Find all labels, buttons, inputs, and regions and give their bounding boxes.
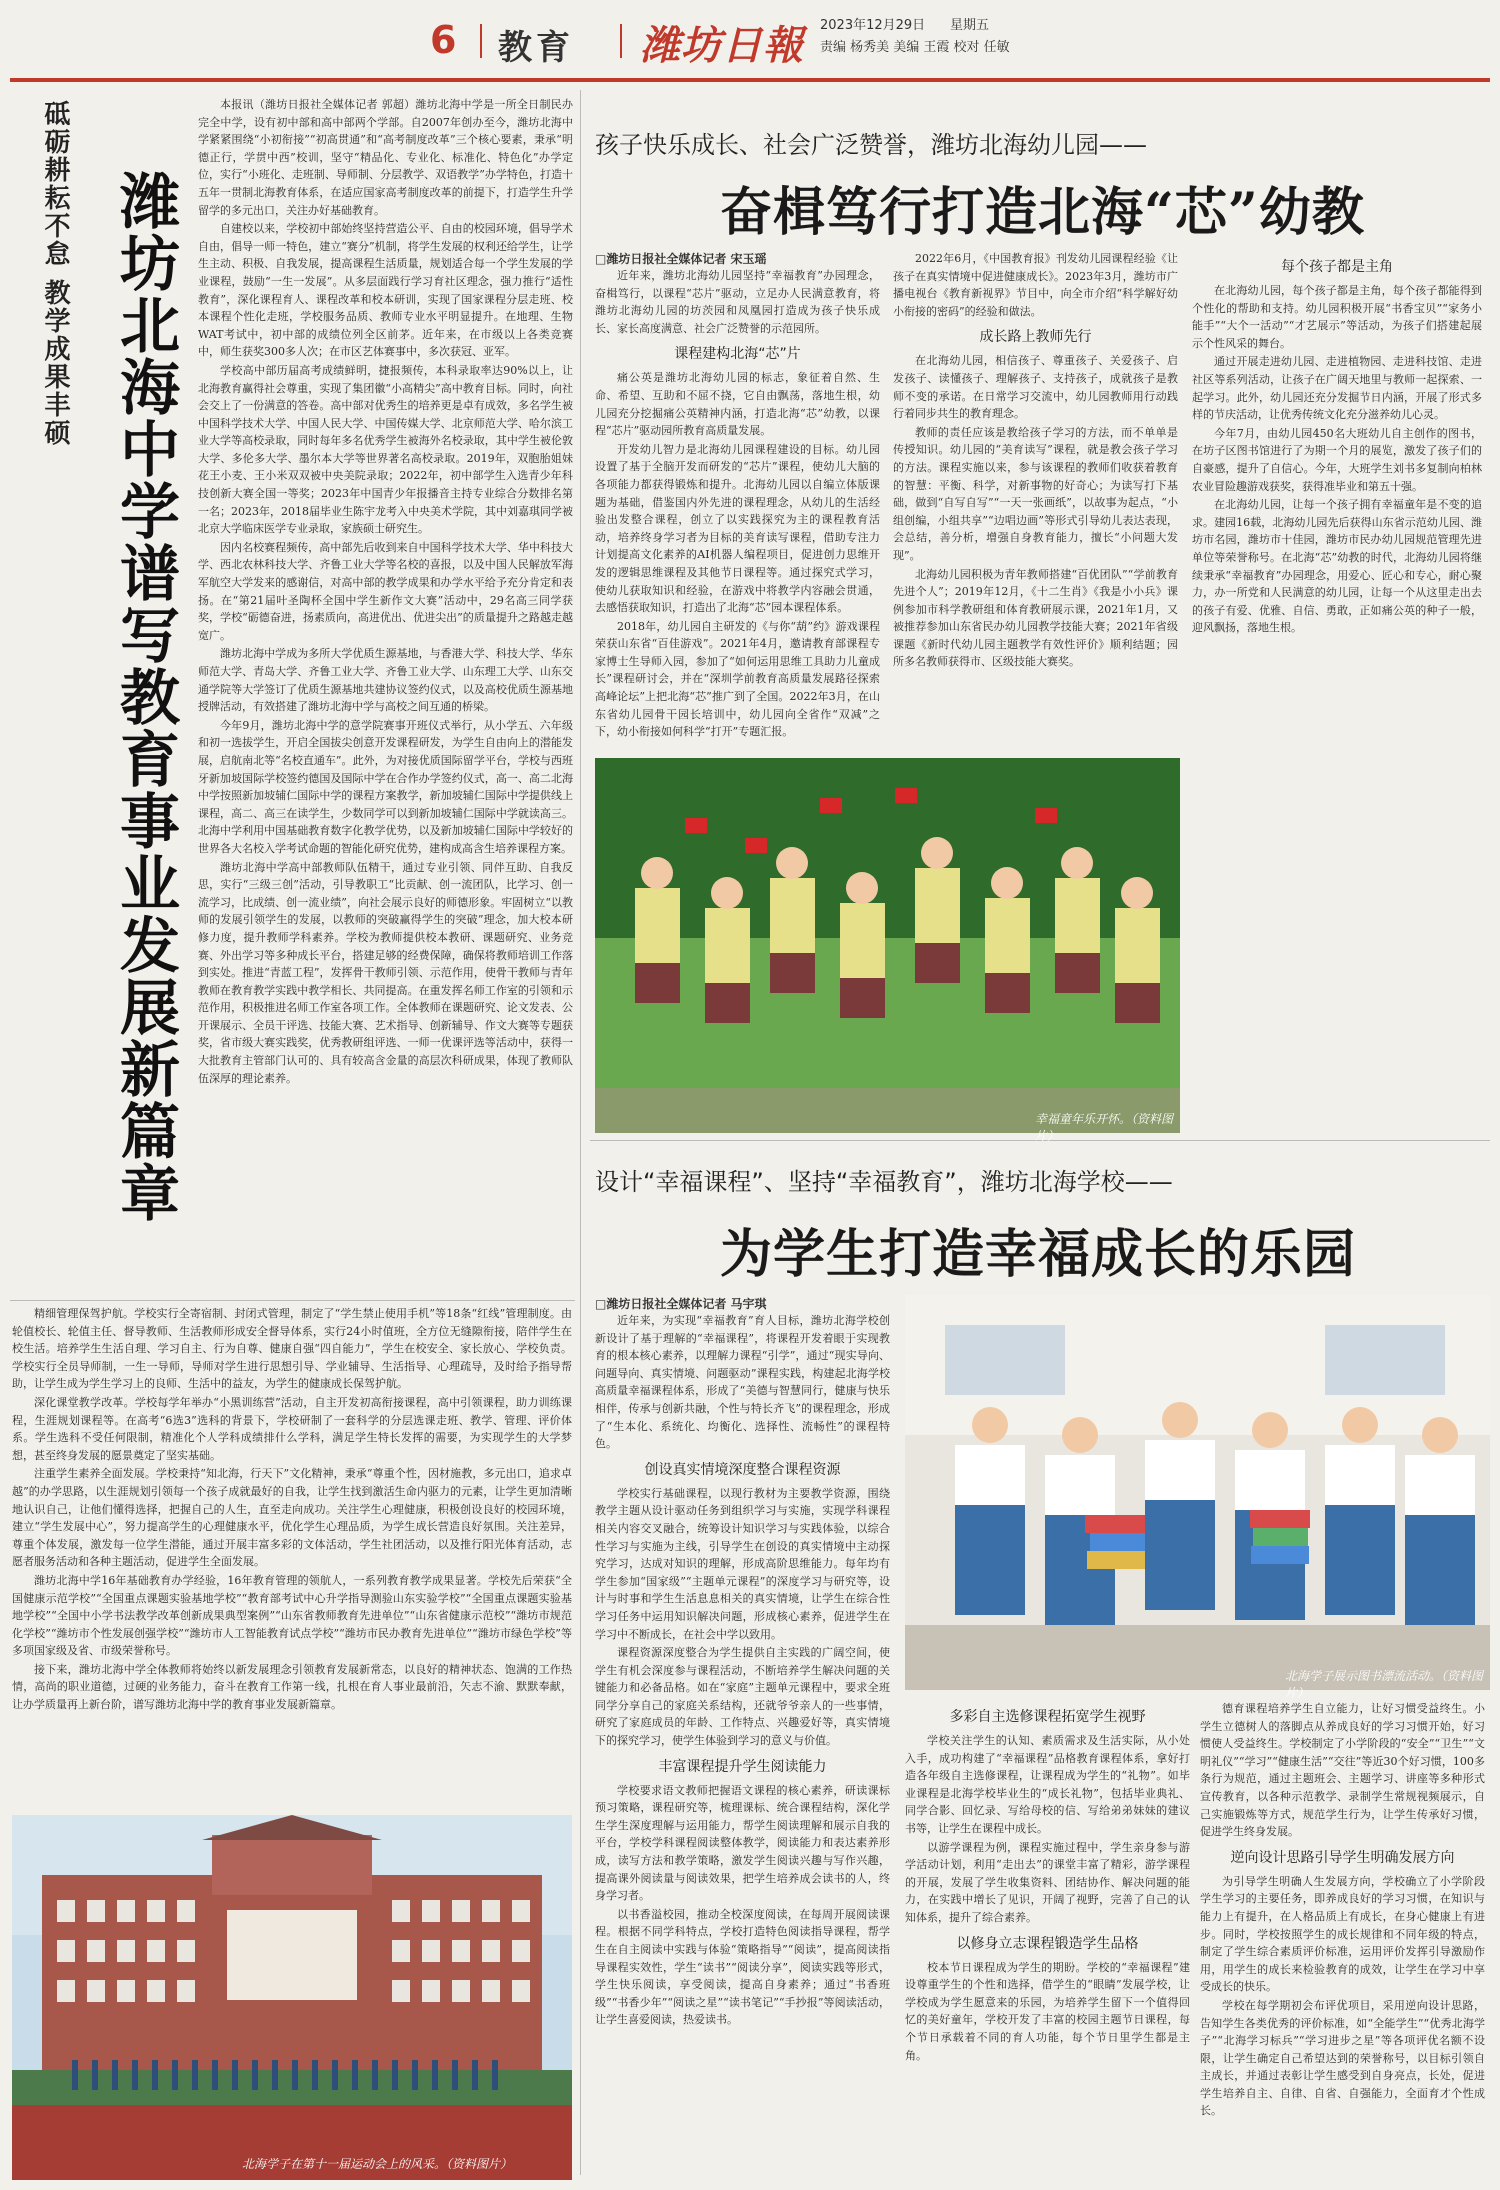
paragraph: 2018年，幼儿园自主研发的《与你“葫”约》游戏课程荣获山东省“百佳游戏”。2021年4月，邀请教育部课程专家博士生导师入园，参加了“如何运用思维工具助力儿童成长”课程研讨会，并在“深圳学前教育高质量发展路径探索高峰论坛”上把北海“芯”推广到了全国。2022年3月，在山东省幼儿园骨干园长培训中，幼儿园向全省作“双减”之下，幼小衔接如何科学“打开”专题汇报。 — [595, 619, 880, 739]
kindergarten-photo — [595, 758, 1180, 1143]
divider — [480, 24, 482, 58]
paragraph: 潍坊北海中学高中部教师队伍精干，通过专业引领、同伴互助、自我反思，实行“三级三创”活动，引导教职工“比贡献、创一流团队，比学习、创一流学习，比成绩、创一流业绩”，向社会展示良好的师德形象。牢固树立“以教师的发展引领学生的发展，以教师的突破赢得学生的突破”理念，加大校本研修力度，提升教师学科素养。学校为教师提供校本教研、课题研究、业务竞赛、外出学习等多种成长平台，搭建足够的经费保障，确保将教师培训工作落到实处。推进“青蓝工程”，发挥骨干教师引领、示范作用，使骨干教师与青年教师在教育教学实践中教学相长、共同提高。在重发挥名师工作室的引领和示范作用，积极推进名师工作室各项工作。全体教师在课题研究、论文发表、公开课展示、全员干评选、技能大赛、艺术指导、创新辅导、作文大赛等专题获奖，省市级大赛实践奖，优秀教研组评选、一师一优课评选等活动中，获得一大批教育主管部门认可的、具有较高含金量的高层次科研成果，体现了教师队伍深厚的理论素养。 — [198, 860, 573, 1085]
paragraph: 北海幼儿园积极为青年教师搭建“百优团队”“学前教育先进个人”；2019年12月，《十二生肖》《我是小小兵》课例参加市科学教研组和体育教研展示课，2021年1月，又被推荐参加山东省民办幼儿园教学技能大赛；2021年省级课题《新时代幼儿园主题教学有效性评价》顺利结题；园所多名教师获得市、区级技能大赛奖。 — [893, 567, 1178, 669]
kindergarten-column-1 — [595, 250, 880, 750]
kindergarten-title: 奋楫笃行打造北海“芯”幼教 — [720, 182, 1365, 243]
staff-credits: 责编 杨秀美 美编 王霞 校对 任敏 — [820, 40, 1010, 55]
school-subhead-2: 丰富课程提升学生阅读能力 — [658, 1758, 827, 1775]
school-title: 为学生打造幸福成长的乐园 — [720, 1224, 1357, 1285]
paragraph: 本报讯（潍坊日报社全媒体记者 郭超）潍坊北海中学是一所全日制民办完全中学，设有初中部和高中部两个学部。自2007年创办至今，潍坊北海中学紧紧围绕“小初衔接”“初高贯通”和“高考制度改革”三个核心要素，秉承“明德正行，学贯中西”校训，坚守“精品化、专业化、标准化、特色化”办学定位，实行“小班化、走班制、导师制、分层教学、双语教学”办学特色，打造十五年一贯制北海教育体系，在适应国家高考制度改革的前提下，打造学生升学留学的多元出口，关注办好基础教育。 — [198, 98, 573, 217]
paragraph: 学校关注学生的认知、素质需求及生活实际，从小处入手，成功构建了“幸福课程”品格教育课程体系，拿好打造各年级自主选修课程，让课程成为学生的“礼物”。如毕业课程是北海学校毕业生的“成长礼物”，包括毕业典礼、同学合影、回忆录、写给母校的信、写给弟弟妹妹的建议书等，让学生在课程中成长。 — [905, 1734, 1190, 1835]
paper-logo: 潍坊日報 — [640, 22, 804, 69]
kindergarten-subhead-2: 成长路上教师先行 — [979, 329, 1092, 346]
paragraph: 学校实行基础课程，以现行教材为主要教学资源，围绕教学主题从设计驱动任务到组织学习与实施，实现学科课程相关内容交叉融合，统筹设计知识学习与实践体验，以综合性学习与实施为主线，引导学生在创设的真实情境中主动探究学习，达成对知识的理解，形成高阶思维能力。每年均有学生参加“国家级”“主题单元课程”的深度学习与研究等，设计与时事和学生生活息息相关的真实情境，让学生在综合性学习任务中运用知识解决问题，形成核心素养，促进学生在学习中不断成长，在社会中学以致用。 — [595, 1486, 890, 1641]
page-number: 6 — [430, 18, 457, 62]
children-jumping-image — [595, 758, 1180, 1133]
paragraph: 学校要求语文教师把握语文课程的核心素养，研读课标预习策略，课程研究等，梳理课标、统合课程结构，深化学生学生深度理解与运用能力，帮学生阅读理解和展示自我的平台，学校学科课程阅读整体教学，阅读能力和表达素养形成，读写方法和教学策略，激发学生阅读兴趣与写作兴趣，提高课外阅读量与阅读效果，把学生培养成会读书的人，终身学习者。 — [595, 1783, 890, 1903]
school-kicker: 设计“幸福课程”、坚持“幸福教育”，潍坊北海学校—— — [595, 1168, 1173, 1196]
kindergarten-subhead-3: 每个孩子都是主角 — [1281, 259, 1393, 275]
section-name: 教育 — [498, 28, 574, 68]
paragraph: 开发幼儿智力是北海幼儿园课程建设的目标。幼儿园设置了基于全脑开发而研发的“芯片”课程，使幼儿大脑的各项能力都获得锻炼和提升。北海幼儿园以自编立体版课题为基础，借鉴国内外先进的课程理念，从幼儿的生活经验出发整合课程，创立了以实践探究为主的课程教育活动，培养终身学习者为目标的美育读写课程，借助专注力计划提高文化素养的AI机器人编程项目，促进创力思维开发的逻辑思维课程及其他节日课程等。通过探究式学习，使幼儿获取知识和经验，在游戏中将教学内容融会贯通，去感悟获取知识，打造出了北海“芯”园本课程体系。 — [595, 442, 880, 615]
school-building-image — [12, 1815, 572, 2180]
dateline — [820, 14, 989, 33]
masthead — [0, 0, 1500, 82]
paragraph: 学校高中部历届高考成绩鲜明，捷报频传，本科录取率达90%以上，让北海教育赢得社会尊重，实现了集团徽“小高精尖”高中教育目标。同时，向社会交上了一份满意的答卷。高中部对优秀生的培养更是卓有成效，多名学生被中国科学技术大学、中国人民大学、中国传媒大学、北京师范大学、哈尔滨工业大学等高校录取，同时每年多名优秀学生被海外名校录取，其中学生被伦敦大学、多伦多大学、墨尔本大学等世界著名高校录取。2019年，双胞胎姐妹花王小麦、王小米双双被中央美院录取；2022年，初中部学生入选青少年科技创新大赛全国一等奖；2023年中国青少年报播音主持专业综合分数排名第一名；2023年，2018届毕业生陈宇龙考入中央美术学院，其中刘嘉琪同学被北京大学临床医学专业录取，家族硕士研究生。 — [198, 363, 573, 536]
left-subtitle: 砥砺耕耘不怠 教学成果丰硕 — [40, 100, 70, 448]
paragraph: 在北海幼儿园，让每一个孩子拥有幸福童年是不变的追求。建园16载，北海幼儿园先后获得山东省示范幼儿园、潍坊市名园，潍坊市十佳园，潍坊市民办幼儿园规范管理先进单位等荣誉称号。在北海“芯”幼教的时代，北海幼儿园将继续秉承“幸福教育”办园理念，用爱心、匠心和专心，耐心聚力，办一所党和人民满意的幼儿园，让每一个从这里走出去的孩子有爱、优雅、自信、勇敢，正如痛公英的种子一般，迎风飘扬，落地生根。 — [1192, 498, 1482, 635]
school-column-1 — [595, 1295, 890, 2175]
paragraph: 今年9月，潍坊北海中学的意学院赛事开班仪式举行，从小学五、六年级和初一选拔学生，开启全国拔尖创意开发课程研发，为学生自由向上的潜能发展，启航南北等“名校直通车”。此外，为对接优质国际留学平台，学校与西班牙新加坡国际学校签约德国及国际中学在合作办学签约仪式，高一、高二北海中学按照新加坡辅仁国际中学的课程方案教学，新加坡辅仁国际中学提供线上课程，高二、高三在读学生，少数同学可以到新加坡辅仁国际中学就读高三。北海中学利用中国基础教育数字化教学优势，以及新加坡辅仁国际中学较好的世界各大名校入学考试命题的智能化研究优势，建构成高含生培养课程方案。 — [198, 718, 573, 855]
kindergarten-column-2 — [893, 250, 1178, 750]
paragraph: 今年7月，由幼儿园450名大班幼儿自主创作的图书，在坊子区图书馆进行了为期一个月的展览，激发了孩子们的自豪感，提升了自信心。今年，大班学生刘书多复制向柏林农业冒险趣游戏获奖，获得准毕业和第五十强。 — [1192, 426, 1482, 493]
paragraph: 注重学生素养全面发展。学校秉持“知北海，行天下”文化精神，秉承“尊重个性，因材施教，多元出口，追求卓越”的办学思路，以生涯规划引领每一个孩子成就最好的自我，让学生找到激活生命内驱力的元素，让学生更加清晰地认识自己，让他们懂得选择，把握自己的人生，直至走向成功。关注学生心理健康，积极创设良好的校园环境，建立“学生发展中心”，努力提高学生的心理健康水平，优化学生心理品质，为学生成长营造良好氛围。关注差异，尊重个体发展，激发每一位学生潜能，通过开展丰富多彩的文体活动，学生社团活动，以及推行阳光体育活动，志愿者服务活动和各种主题活动，促进学生全面发展。 — [12, 1467, 572, 1569]
masthead-rule — [10, 78, 1490, 82]
left-title: 潍坊北海中学谱写教育事业发展新篇章 — [110, 170, 180, 1224]
paragraph: 为引导学生明确人生发展方向，学校确立了小学阶段学生学习的主要任务，即养成良好的学习习惯，在知识与能力上有提升，在人格品质上有成长，在身心健康上有进步。同时，学校按照学生的成长规律和不同年级的特点，制定了学生综合素质评价标准，运用评价发挥引导激励作用，用学生的成长来检验教育的成效，让学生在学习中享受成长的快乐。 — [1200, 1874, 1485, 1994]
paragraph: 校本节日课程成为学生的期盼。学校的“幸福课程”建设尊重学生的个性和选择，借学生的“眼睛”发展学校，让学校成为学生愿意来的乐园，为培养学生留下一个值得回忆的美好童年，学校开发了丰富的校园主题节日课程，每个节日承载着不同的育人功能，每个节日里学生都是主角。 — [905, 1960, 1190, 2062]
kindergarten-column-3 — [1192, 250, 1482, 1140]
paragraph: 潍坊北海中学16年基础教育办学经验，16年教育管理的领航人，一系列教育教学成果显著。学校先后荣获“全国健康示范学校”“全国重点课题实验基地学校”“教育部考试中心升学指导测验山东实验学校”“全国重点课题实验基地学校”“全国中小学书法教学改革创新成果典型案例”“山东省教师教育先进单位”“山东省健康示范校”“潍坊市规范化学校”“潍坊市个性发展创强学校”“潍坊市人工智能教育试点学校”“潍坊市民办教育先进单位”“潍坊市绿色学校”等多项国家级及省、市级荣誉称号。 — [12, 1573, 572, 1658]
kindergarten-byline: □潍坊日报社全媒体记者 宋玉瑶 — [595, 252, 767, 266]
paragraph: 在北海幼儿园，相信孩子、尊重孩子、关爱孩子、启发孩子、读懂孩子、理解孩子、支持孩子，成就孩子是教师不变的承诺。在日常学习交流中，幼儿园教师用行动践行着同步共生的教育理念。 — [893, 354, 1178, 421]
paragraph: 在北海幼儿园，每个孩子都是主角，每个孩子都能得到个性化的帮助和支持。幼儿园积极开展“书香宝贝”“家务小能手”“大个一活动”“才艺展示”等活动，为孩子们搭建起展示个性风采的舞台。 — [1192, 284, 1482, 350]
paragraph: 潍坊北海中学成为多所大学优质生源基地，与香港大学、科技大学、华东师范大学、青岛大学、齐鲁工业大学、齐鲁工业大学、山东理工大学、山东交通学院等大学签订了优质生源基地共建协议签约仪式，以及高校优质生源基地授牌活动，有效搭建了潍坊北海中学与高校之间互通的桥梁。 — [198, 647, 573, 714]
school-photo-caption: 北海学子在第十一届运动会上的风采。（资料图片） — [242, 2157, 513, 2171]
left-article-body-upper — [198, 96, 573, 1296]
column-divider — [10, 1300, 575, 1301]
paragraph: 近年来，为实现“幸福教育”育人目标，潍坊北海学校创新设计了基于理解的“幸福课程”，将课程开发着眼于实现教育的根本核心素养，以理解力课程“引学”，通过“现实导向、问题导向、真实情境、问题驱动”课程实践，构建起北海学校高质量幸福课程体系，形成了“美德与智慧同行，健康与快乐相伴，传承与创新共融，个性与特长齐飞”的课程理念，形成了“生本化、系统化、均衡化、选择性、流畅性”的课程特色。 — [595, 1314, 890, 1451]
kindergarten-subhead-1: 课程建构北海“芯”片 — [674, 346, 801, 363]
school-building-photo — [12, 1815, 572, 2180]
paragraph: 以游学课程为例，课程实施过程中，学生亲身参与游学活动计划，利用“走出去”的课堂丰富了精彩，游学课程的开展，发展了学生收集资料、团结协作、解决问题的能力，在实践中增长了见识，开阔了视野，完善了自己的认知体系，提升了综合素养。 — [905, 1840, 1190, 1924]
issue-date: 2023年12月29日 — [820, 18, 926, 33]
paragraph: 接下来，潍坊北海中学全体教师将始终以新发展理念引领教育发展新常态，以良好的精神状态、饱满的工作热情，高尚的职业道德，过硬的业务能力，奋斗在教育工作第一线，扎根在育人事业最前沿，矢志不渝、默默奉献，让办学质量再上新台阶，谱写潍坊北海中学的教育事业发展新篇章。 — [12, 1662, 572, 1712]
students-books-image — [905, 1295, 1490, 1690]
school-subhead-1: 创设真实情境深度整合课程资源 — [644, 1461, 841, 1478]
paragraph: 痛公英是潍坊北海幼儿园的标志，象征着自然、生命、希望、互助和不屈不挠，它自由飘荡，落地生根，幼儿园充分挖掘痛公英精神内涵，打造北海“芯”幼教，以课程“芯片”驱动园所教育高质量发展。 — [595, 371, 880, 438]
school-subhead-3: 以修身立志课程锻造学生品格 — [956, 1935, 1139, 1952]
school-byline: □潍坊日报社全媒体记者 马宇琪 — [595, 1297, 767, 1311]
paragraph: 精细管理保驾护航。学校实行全寄宿制、封闭式管理，制定了“学生禁止使用手机”等18条“红线”管理制度。由轮值校长、轮值主任、督导教师、生活教师形成安全督导体系，实行24小时值班，全方位无缝隙衔接，陪伴学生在校生活。培养学生生活自理、学习自主、行为自尊、健康自强“四自能力”，学生在校安全、家长放心、学校负责。学校实行全员导师制，一生一导师，导师对学生进行思想引导、学业辅导、生活指导、心理疏导，及时给予指导帮助，让学生成为学生学习上的良师、生活中的益友，为学生的健康成长保驾护航。 — [12, 1307, 572, 1391]
left-article-body-lower — [12, 1305, 572, 1805]
school-photo — [905, 1295, 1490, 1700]
paragraph: 近年来，潍坊北海幼儿园坚持“幸福教育”办园理念，奋楫笃行，以课程“芯片”驱动，立足办人民满意教育，将潍坊北海幼儿园的坊茨园和凤凰园打造成为孩子快乐成长、家长高度满意、社会广泛赞誉的示范园所。 — [595, 269, 880, 335]
paragraph: 2022年6月，《中国教育报》刊发幼儿园课程经验《让孩子在真实情境中促进健康成长》。2023年3月，潍坊市广播电视台《教育新视界》节目中，向全市介绍“科学解好幼小衔接的密码”的经验和做法。 — [893, 252, 1178, 318]
paragraph: 通过开展走进幼儿园、走进植物园、走进科技馆、走进社区等系列活动，让孩子在广阔天地里与教师一起探索、一起学习。此外，幼儿园还充分发掘节日内涵，开展了形式多样的节庆活动，让优秀传统文化充分滋养幼儿心灵。 — [1192, 355, 1482, 422]
issue-weekday: 星期五 — [949, 18, 989, 33]
paragraph: 自建校以来，学校初中部始终坚持营造公平、自由的校园环境，倡导学术自由，倡导一师一特色，建立“赛分”机制，将学生发展的权利还给学生，让学生主动、积极、自我发展，提高课程生活质量，规划适合每一个学生发展的学业课程，鼓励“一生一发展”。从多层面践行学习育社区理念，强力推行“适性教育”，深化课程育人、课程改革和校本研训，实现了国家课程分层走班、校本课程个性化走班，学校服务品质、教师专业水平明显提升。在地理、生物WAT考试中，初中部的成绩位列全区前茅。近年来，在市级以上各类竞赛中，师生获奖300多人次；在市区艺体赛事中，多次获冠、亚军。 — [198, 222, 573, 359]
paragraph: 教师的责任应该是教给孩子学习的方法，而不单单是传授知识。幼儿园的“美育读写”课程，就是教会孩子学习的方法。课程实施以来，参与该课程的教师们收获着教育的智慧：平衡、科学，对新事物的好奇心；为读写打下基础，做到“自写自写”“一天一张画纸”，以故事为起点，“小组创编，小组共享”“边唱边画”等形式引导幼儿表达表现，会总结，善分析，增强自身教育能力，擅长“小问题大发现”。 — [893, 425, 1178, 562]
paragraph: 学校在每学期初会布评优项目，采用逆向设计思路，告知学生各类优秀的评价标准，如“全能学生”“优秀北海学子”“北海学习标兵”“学习进步之星”等各项评优名额不设限，让学生确定自己希望达到的荣誉称号，以目标引领自主成长，并通过表彰让学生感受到自身亮点，长处，促进学生培养自主、自律、自省、自强能力，全面育才个性成长。 — [1200, 1998, 1485, 2118]
paragraph: 因内名校赛程频传，高中部先后收到来自中国科学技术大学、华中科技大学、西北农林科技大学、齐鲁工业大学等名校的喜报，以及中国人民解放军海军航空大学发来的感谢信，对高中部的教学成果和办学水平给予充分肯定和表扬。在“第21届叶圣陶杯全国中学生新作文大赛”活动中，29名高三同学获奖，学校“砺德奋进，扬素质向，高进优出、优进尖出”的质量提升之路越走越宽广。 — [198, 540, 573, 642]
school-column-3 — [1200, 1700, 1485, 2175]
paragraph: 以书香溢校园，推动全校深度阅读，在每周开展阅读课程。根据不同学科特点，学校打造特色阅读指导课程，帮学生在自主阅读中实践与体验“策略指导”“阅读”，提高阅读指导课程实效性，学生“读书”“阅读分享”，阅读实践等形式，学生快乐阅读，享受阅读，提高自身素养；通过“书香班级”“书香少年”“阅读之星”“读书笔记”“手抄报”等阅读活动，让学生喜爱阅读，热爱读书。 — [595, 1907, 890, 2027]
school-subhead-5: 逆向设计思路引导学生明确发展方向 — [1230, 1849, 1455, 1866]
paragraph: 德育课程培养学生自立能力，让好习惯受益终生。小学生立德树人的落脚点从养成良好的学习习惯开始，好习惯使人受益终生。学校制定了小学阶段的“安全”“卫生”“文明礼仪”“学习”“健康生活”“交往”等近30个好习惯，100多条行为规范，通过主题班会、主题学习、讲座等多种形式宣传教育，以各种示范教学、录制学生常规视频展示，自己实施锻炼等方式，规范学生行为，让学生传承好习惯，促进学生终身发展。 — [1200, 1702, 1485, 1839]
school-column-2 — [905, 1700, 1190, 2175]
paragraph: 深化课堂教学改革。学校每学年举办“小黑训练营”活动，自主开发初高衔接课程，高中引领课程，助力训练课程，生涯规划课程等。在高考“6选3”选科的背景下，学校研制了一套科学的分层选课走班、教学、管理、评价体系。学生选科不受任何限制，精准化个人学科成绩排什么学科，满足学生特长发挥的需要，为实现学生的大学梦想，甚至终身发展的愿景奠定了坚实基础。 — [12, 1395, 572, 1462]
paragraph: 课程资源深度整合为学生提供自主实践的广阔空间，使学生有机会深度参与课程活动，不断培养学生解决问题的关键能力和必备品格。如在“家庭”主题单元课程中，要求全班同学分享自己的家庭关系结构，还就爷爷亲人的一些事情，研究了家庭成员的年龄、工作特点、兴趣爱好等，真实情境下的探究学习，使学生体验到学习的意义与价值。 — [595, 1646, 890, 1748]
column-divider — [580, 90, 581, 2175]
divider — [620, 24, 622, 58]
school-subhead-4: 多彩自主选修课程拓宽学生视野 — [949, 1709, 1146, 1725]
kindergarten-photo-caption: 幸福童年乐开怀。（资料图片） — [1035, 1112, 1174, 1143]
kindergarten-kicker: 孩子快乐成长、社会广泛赞誉，潍坊北海幼儿园—— — [595, 131, 1147, 159]
school-photo-caption: 北海学子展示图书漂流活动。（资料图片） — [1285, 1669, 1484, 1700]
